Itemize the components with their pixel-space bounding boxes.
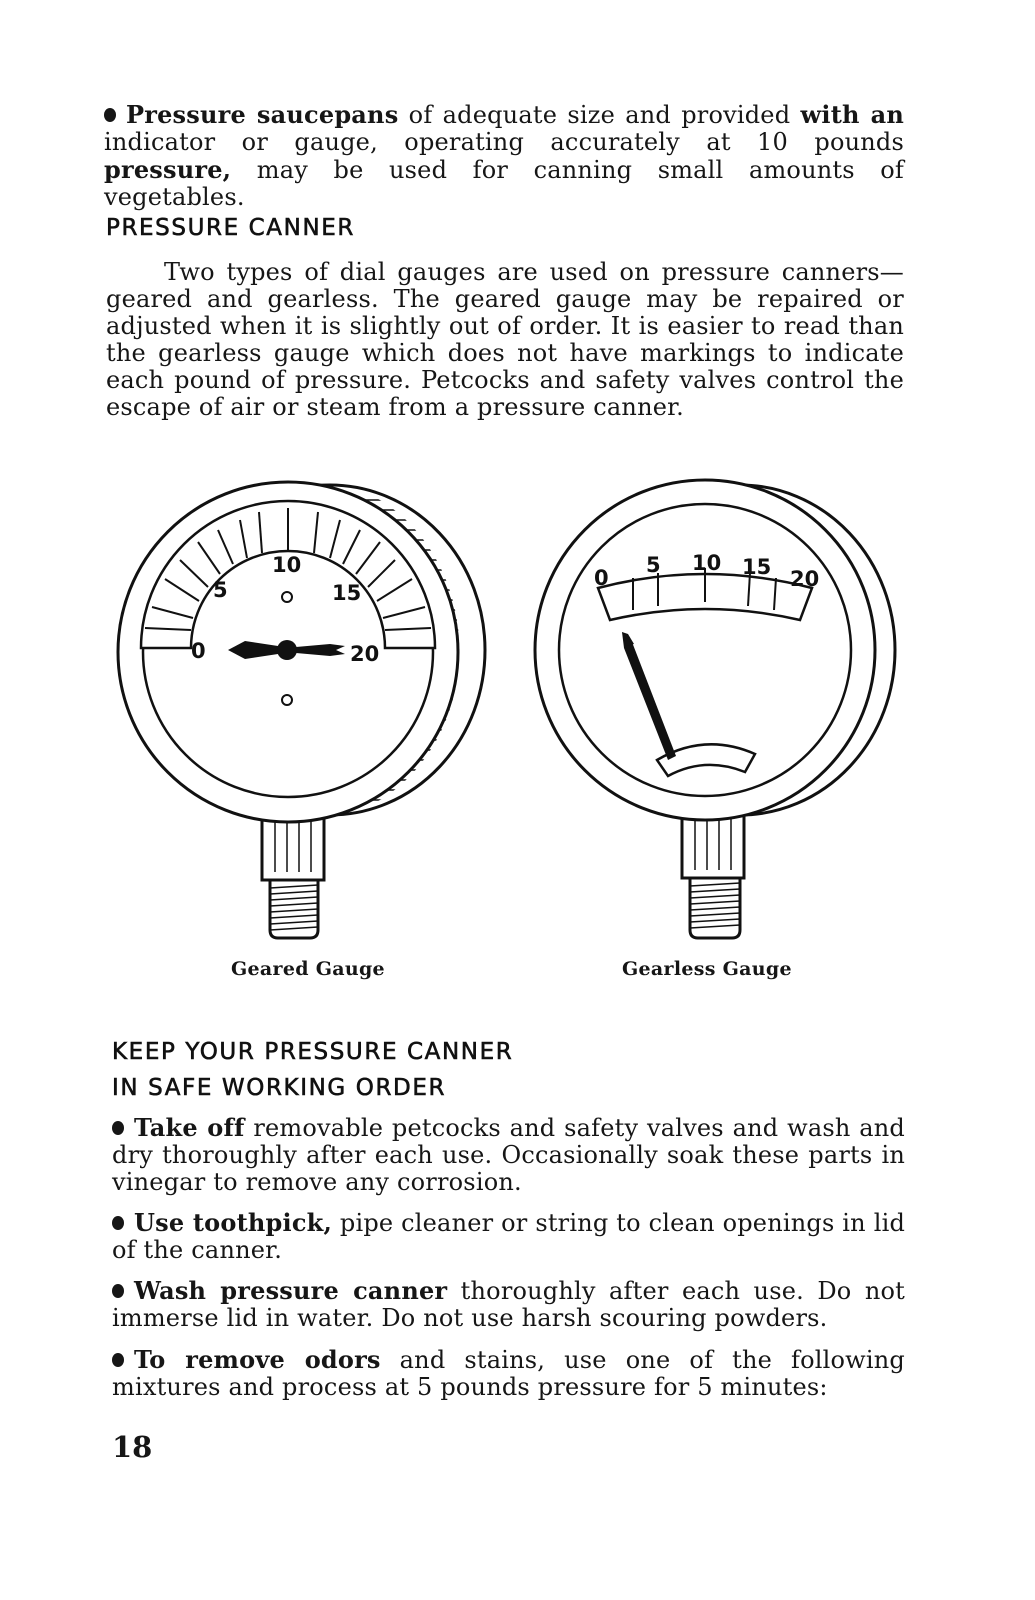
list-item — [112, 1346, 905, 1401]
geared-gauge — [118, 482, 485, 938]
geared-label-10: 10 — [272, 553, 302, 577]
intro-text: of adequate size and provided — [398, 101, 801, 129]
list-item-bold: Use toothpick, — [134, 1208, 333, 1237]
section-heading-line-1: KEEP YOUR PRESSURE CANNER — [112, 1039, 514, 1065]
section-heading-line-2: IN SAFE WORKING ORDER — [112, 1075, 447, 1101]
intro-paragraph — [104, 101, 904, 211]
bullet-icon — [112, 1216, 124, 1230]
list-item-bold: Wash pressure canner — [134, 1276, 448, 1305]
section-heading-pressure-canner: PRESSURE CANNER — [106, 215, 355, 241]
list-item-bold: Take off — [134, 1113, 245, 1142]
bullet-icon — [112, 1284, 124, 1298]
list-item-text: removable petcocks and safety valves and wash and dry thoroughly after each use. Occasionally soak these parts in vinegar to remove any corrosion. — [112, 1114, 905, 1196]
list-item-bold: To remove odors — [134, 1345, 381, 1374]
gearless-gauge-stem — [682, 810, 744, 938]
gearless-gauge — [535, 480, 895, 938]
geared-label-5: 5 — [213, 578, 228, 602]
gauge-illustration — [0, 460, 1035, 950]
list-item-text: pipe cleaner or string to clean openings in lid of the canner. — [112, 1209, 906, 1264]
list-item — [112, 1209, 905, 1264]
section1-body: Two types of dial gauges are used on pressure canners— geared and gearless. The geared gauge may be repaired or adjusted when it is slightly out of order. It is easier to read than the gearless gauge which does not have markings to indicate each pound of pressure. Petcocks and safety valves control the escape of air or steam from a pressure canner. — [106, 258, 904, 421]
geared-gauge-stem — [262, 812, 324, 938]
list-item-text: and stains, use one of the following mixtures and process at 5 pounds pressure for 5 minutes: — [112, 1346, 905, 1401]
gearless-label-0: 0 — [594, 566, 609, 590]
bullet-icon — [112, 1353, 124, 1367]
intro-bold-3: pressure, — [104, 155, 232, 184]
caption-gearless-gauge: Gearless Gauge — [622, 958, 792, 980]
geared-label-0: 0 — [191, 639, 206, 663]
geared-label-20: 20 — [350, 642, 380, 666]
intro-text-3: may be used for canning small amounts of vegetables. — [104, 156, 904, 211]
list-item-text: thoroughly after each use. Do not immerse lid in water. Do not use harsh scouring powders. — [112, 1277, 905, 1332]
intro-bold-term: Pressure saucepans — [126, 100, 399, 129]
gearless-label-20: 20 — [790, 567, 820, 591]
gearless-label-5: 5 — [646, 553, 661, 577]
bullet-icon — [104, 108, 116, 122]
page-number: 18 — [112, 1430, 153, 1464]
intro-text-2: indicator or gauge, operating accurately at 10 pounds — [104, 128, 904, 156]
list-item — [112, 1277, 905, 1332]
bullet-icon — [112, 1121, 124, 1135]
gearless-label-15: 15 — [742, 555, 772, 579]
list-item — [112, 1114, 905, 1196]
intro-bold-2: with an — [800, 100, 905, 129]
gearless-label-10: 10 — [692, 551, 722, 575]
caption-geared-gauge: Geared Gauge — [231, 958, 385, 980]
geared-label-15: 15 — [332, 581, 362, 605]
